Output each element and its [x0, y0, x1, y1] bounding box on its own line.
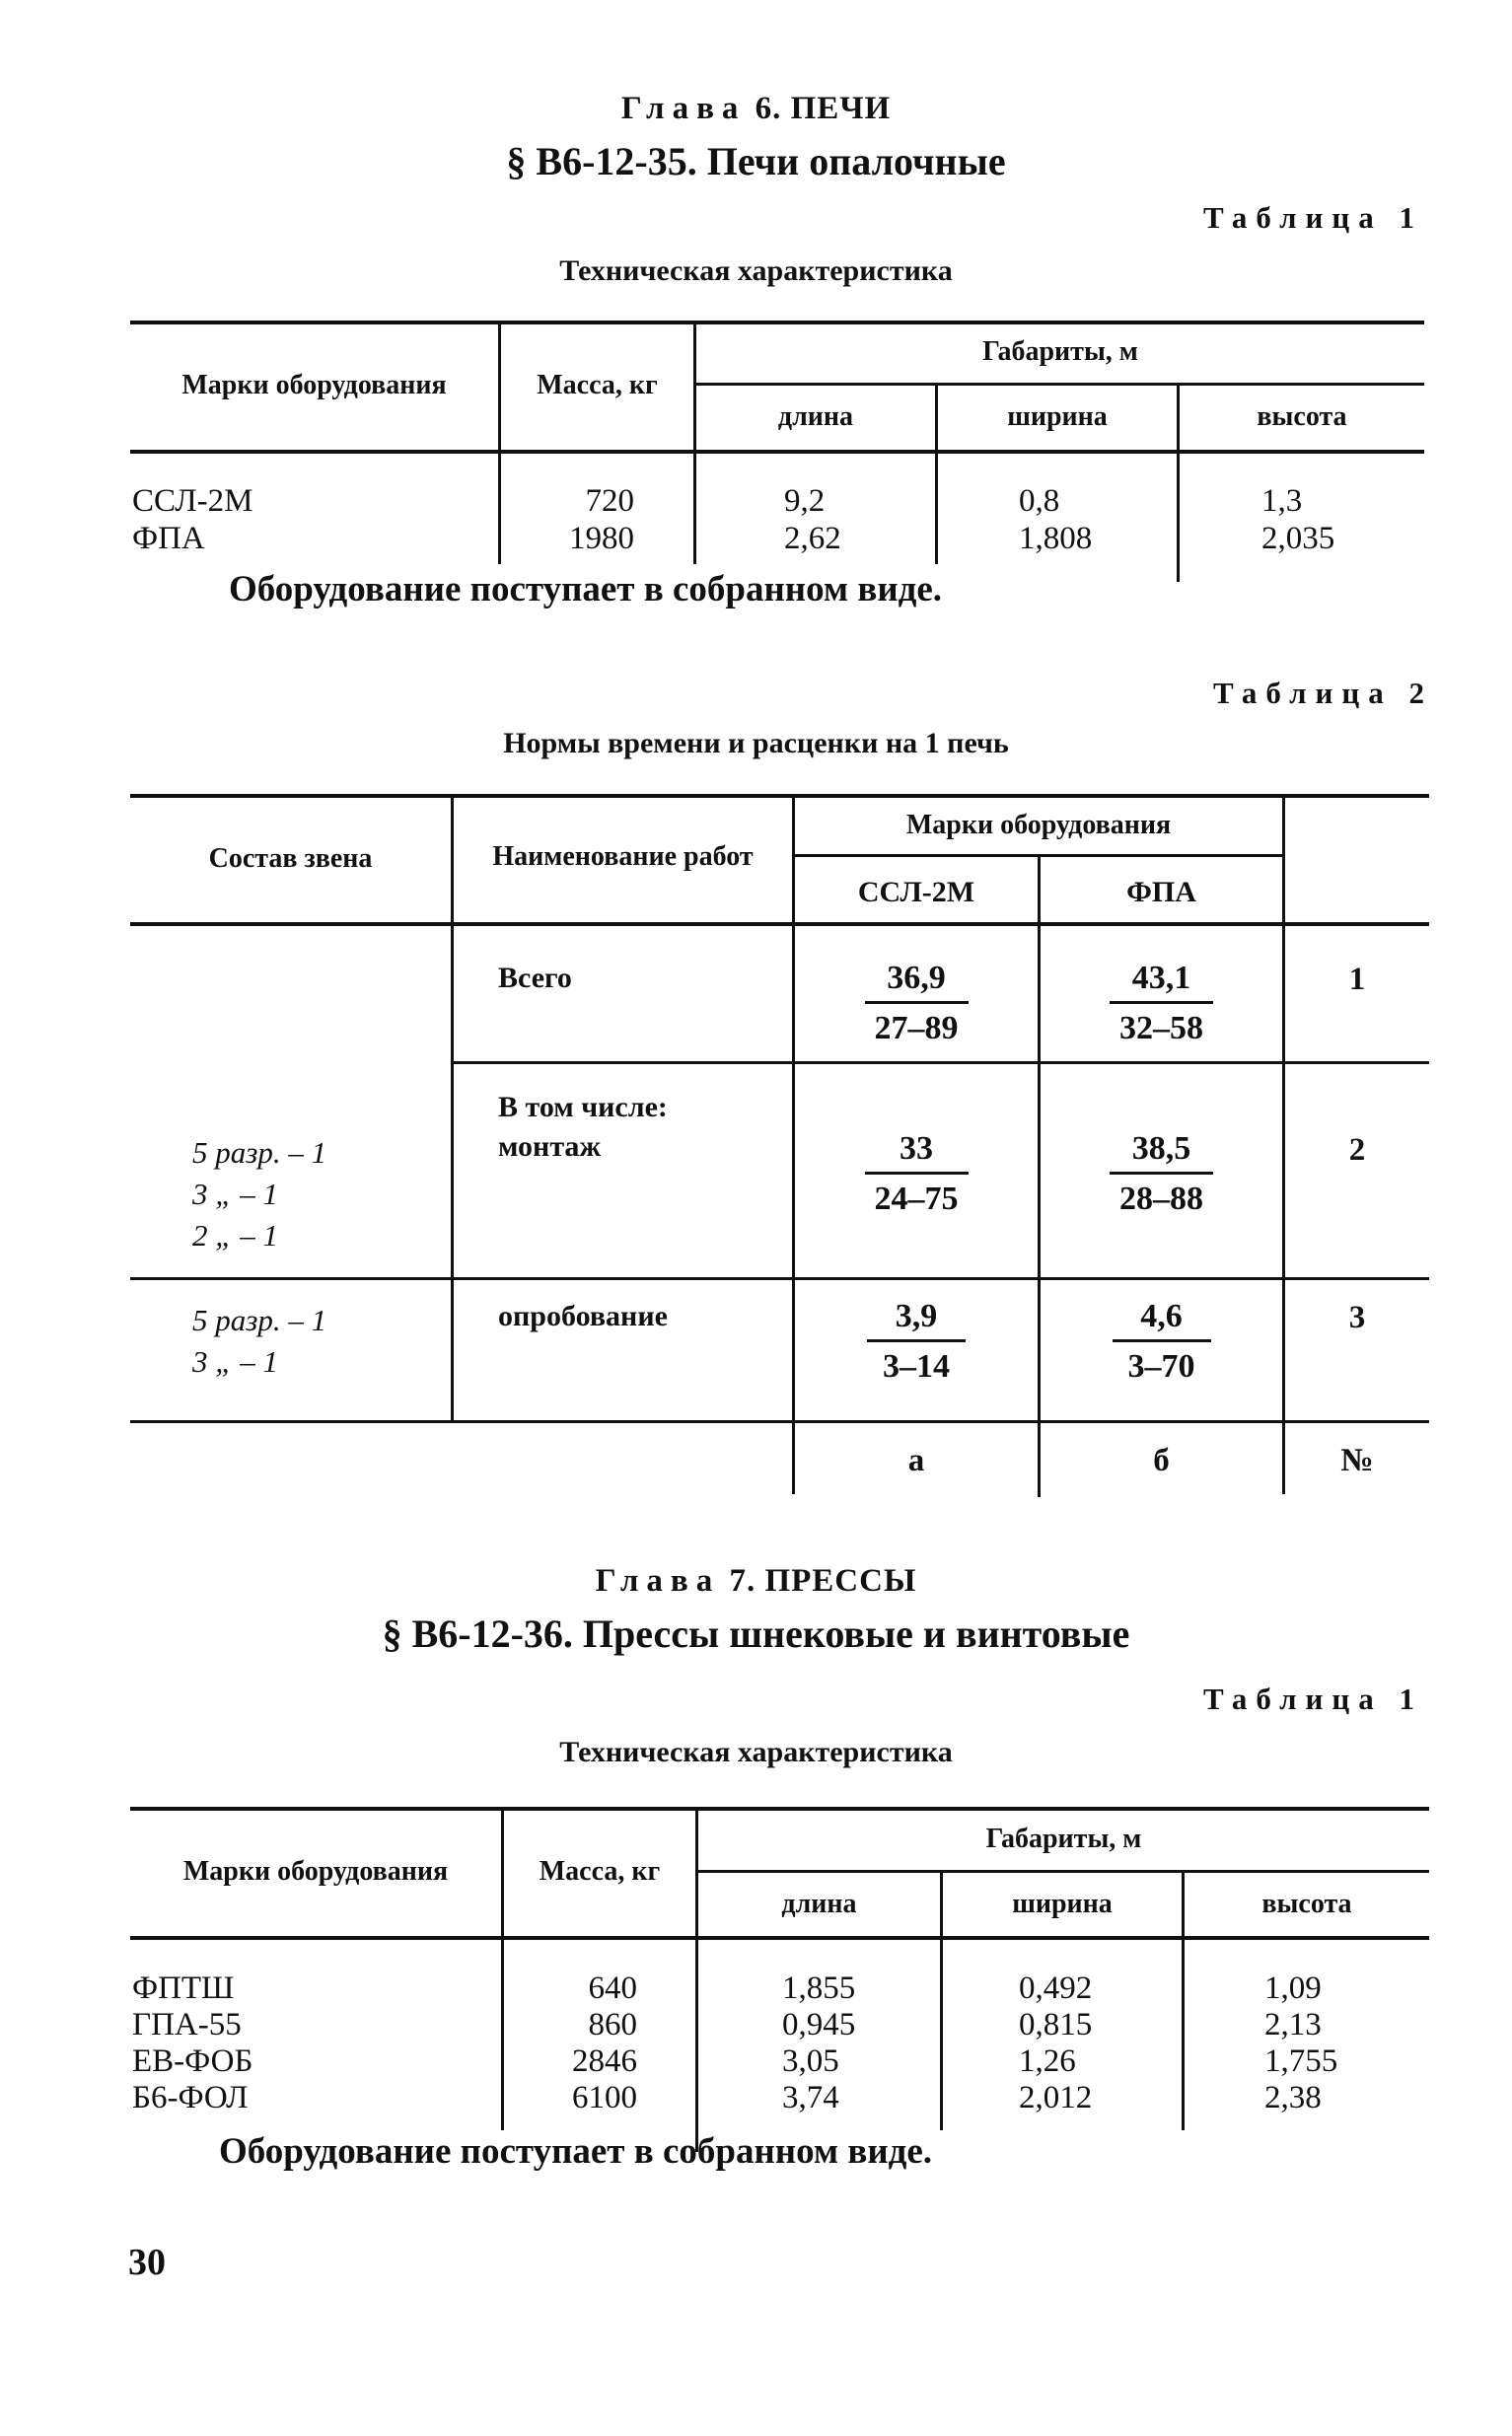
table-3-cell-brand: ГПА-55 [132, 2007, 242, 2042]
table-2-cell-value-b1 [795, 1130, 1038, 1218]
table-1-dims-rule [695, 383, 1424, 386]
table-3-header-width: ширина [1012, 1889, 1113, 1919]
chapter-6-prefix: Глава [620, 91, 747, 126]
table-1-cell-width: 1,808 [1019, 521, 1093, 556]
table-2-header-b1: ССЛ-2М [857, 876, 975, 908]
chapter-7-prefix: Глава [595, 1563, 721, 1599]
table-2-header-rule [130, 922, 1429, 926]
fraction-bar [1113, 1339, 1211, 1342]
table-3-cell-length: 3,05 [782, 2043, 839, 2079]
table-3-cell-width: 2,012 [1019, 2080, 1093, 2115]
table-3-cell-brand: Б6-ФОЛ [132, 2080, 249, 2115]
table-2-header-b2: ФПА [1126, 876, 1196, 908]
table-3-cell-height: 2,38 [1264, 2080, 1322, 2115]
norm-time: 3,9 [895, 1298, 938, 1334]
work-line: В том числе: [498, 1091, 668, 1123]
table-3-cell-length: 1,855 [782, 1970, 856, 2006]
chapter-7-heading [0, 1563, 1512, 1600]
fraction-bar [867, 1339, 966, 1342]
table-1-top-rule [130, 321, 1424, 324]
table-2-cell-number: 1 [1348, 962, 1366, 997]
table-3-cell-brand: ФПТШ [132, 1970, 235, 2006]
table-2-cell-value-b1 [795, 960, 1038, 1047]
section-heading-36: § В6-12-36. Прессы шнековые и винтовые [382, 1612, 1130, 1656]
fraction-bar [1110, 1001, 1213, 1004]
table-3-caption: Техническая характеристика [559, 1736, 953, 1768]
table-2-vline-1 [451, 794, 454, 1420]
table-3-cell-width: 0,815 [1019, 2007, 1093, 2042]
table-3-cell-height: 1,09 [1264, 1970, 1322, 2006]
norm-rate: 32–58 [1119, 1010, 1203, 1046]
table-2-header-work: Наименование работ [492, 841, 754, 872]
table-1-cell-length: 9,2 [784, 483, 826, 519]
section-heading-35: § В6-12-35. Печи опалочные [506, 139, 1006, 183]
table-2-row-rule-3 [130, 1420, 1429, 1423]
table-3-header-dims: Габариты, м [985, 1824, 1142, 1854]
table-3-header-height: высота [1261, 1889, 1352, 1919]
table-2-cell-work: опробование [498, 1300, 668, 1332]
table-1-cell-height: 2,035 [1261, 521, 1335, 556]
page-number: 30 [128, 2242, 166, 2283]
table-3-label: Таблица 1 [1203, 1682, 1423, 1716]
norm-rate: 3–70 [1127, 1348, 1195, 1385]
chapter-6-heading [0, 91, 1512, 127]
fraction-bar [865, 1001, 969, 1004]
table-1-cell-brand: ССЛ-2М [132, 483, 253, 519]
crew-line: 3 „ – 1 [192, 1344, 278, 1379]
table-3-note: Оборудование поступает в собранном виде. [219, 2131, 933, 2172]
table-1-header-length: длина [777, 401, 854, 432]
table-3-cell-width: 1,26 [1019, 2043, 1076, 2079]
table-1-caption: Техническая характеристика [559, 254, 953, 287]
table-2-footer-b: б [1153, 1443, 1170, 1478]
chapter-6-title: 6. ПЕЧИ [755, 91, 892, 126]
norm-time: 36,9 [887, 960, 946, 996]
table-2-header-brands: Марки оборудования [905, 810, 1172, 840]
fraction-bar [865, 1172, 969, 1175]
table-3-header-rule [130, 1936, 1429, 1940]
table-2-top-rule [130, 794, 1429, 798]
table-3-vline-2 [695, 1807, 698, 2152]
table-2-footer-no: № [1340, 1443, 1374, 1478]
chapter-7-title: 7. ПРЕССЫ [729, 1563, 917, 1599]
table-1-header-rule [130, 450, 1424, 454]
table-1-header-width: ширина [1007, 401, 1108, 432]
table-3-cell-length: 3,74 [782, 2080, 839, 2115]
table-2-cell-number: 3 [1348, 1300, 1366, 1335]
norm-time: 4,6 [1140, 1298, 1183, 1334]
norm-rate: 28–88 [1119, 1181, 1203, 1217]
crew-line: 2 „ – 1 [192, 1218, 278, 1253]
norm-rate: 24–75 [874, 1181, 959, 1217]
table-3-cell-mass: 6100 [572, 2080, 637, 2115]
norm-rate: 3–14 [883, 1348, 950, 1385]
table-2-label: Таблица 2 [1213, 676, 1433, 710]
table-1-header-height: высота [1257, 401, 1347, 432]
table-2-cell-value-b2 [1041, 960, 1282, 1047]
table-3-cell-mass: 2846 [572, 2043, 637, 2079]
table-3-cell-length: 0,945 [782, 2007, 856, 2042]
table-3-cell-height: 2,13 [1264, 2007, 1322, 2042]
crew-line: 5 разр. – 1 [192, 1303, 327, 1337]
table-1-cell-mass: 720 [585, 483, 634, 519]
table-1-note: Оборудование поступает в собранном виде. [229, 569, 943, 609]
table-3-top-rule [130, 1807, 1429, 1811]
table-2-cell-value-b1 [795, 1298, 1038, 1386]
table-2-cell-value-b2 [1041, 1130, 1282, 1218]
table-3-header-brand: Марки оборудования [182, 1856, 449, 1887]
table-2-header-crew: Состав звена [208, 843, 373, 874]
table-1-cell-mass: 1980 [569, 521, 634, 556]
fraction-bar [1110, 1172, 1213, 1175]
table-3-cell-width: 0,492 [1019, 1970, 1093, 2006]
crew-line: 5 разр. – 1 [192, 1135, 327, 1170]
norm-time: 33 [900, 1130, 933, 1167]
norm-rate: 27–89 [874, 1010, 959, 1046]
table-2-cell-crew [192, 1300, 326, 1383]
table-2-caption: Нормы времени и расценки на 1 печь [503, 727, 1009, 759]
table-2-cell-number: 2 [1348, 1132, 1366, 1168]
table-1-header-dims: Габариты, м [982, 336, 1138, 367]
table-3-cell-height: 1,755 [1264, 2043, 1338, 2079]
table-2-cell-work [498, 1088, 668, 1167]
table-2-footer-a: а [907, 1443, 925, 1478]
table-2-cell-value-b2 [1041, 1298, 1282, 1386]
table-3-cell-mass: 860 [588, 2007, 637, 2042]
work-line: монтаж [498, 1130, 602, 1163]
table-2-cell-crew [192, 1132, 326, 1256]
norm-time: 43,1 [1131, 960, 1191, 996]
norm-time: 38,5 [1131, 1130, 1191, 1167]
table-1-label: Таблица 1 [1203, 200, 1423, 235]
crew-line: 3 „ – 1 [192, 1177, 278, 1211]
table-2-cell-work: Всего [498, 962, 572, 994]
table-3-dims-rule [697, 1870, 1429, 1873]
table-1-cell-brand: ФПА [132, 521, 205, 556]
table-3-cell-brand: ЕВ-ФОБ [132, 2043, 253, 2079]
table-2-row-rule-2 [130, 1277, 1429, 1280]
table-1-cell-width: 0,8 [1019, 483, 1060, 519]
table-3-header-mass: Масса, кг [539, 1856, 661, 1887]
table-1-header-mass: Масса, кг [537, 370, 658, 400]
table-1-cell-length: 2,62 [784, 521, 841, 556]
table-1-header-brand: Марки оборудования [181, 370, 447, 400]
table-3-header-length: длина [781, 1889, 857, 1919]
table-1-cell-height: 1,3 [1261, 483, 1303, 519]
table-3-cell-mass: 640 [588, 1970, 637, 2006]
